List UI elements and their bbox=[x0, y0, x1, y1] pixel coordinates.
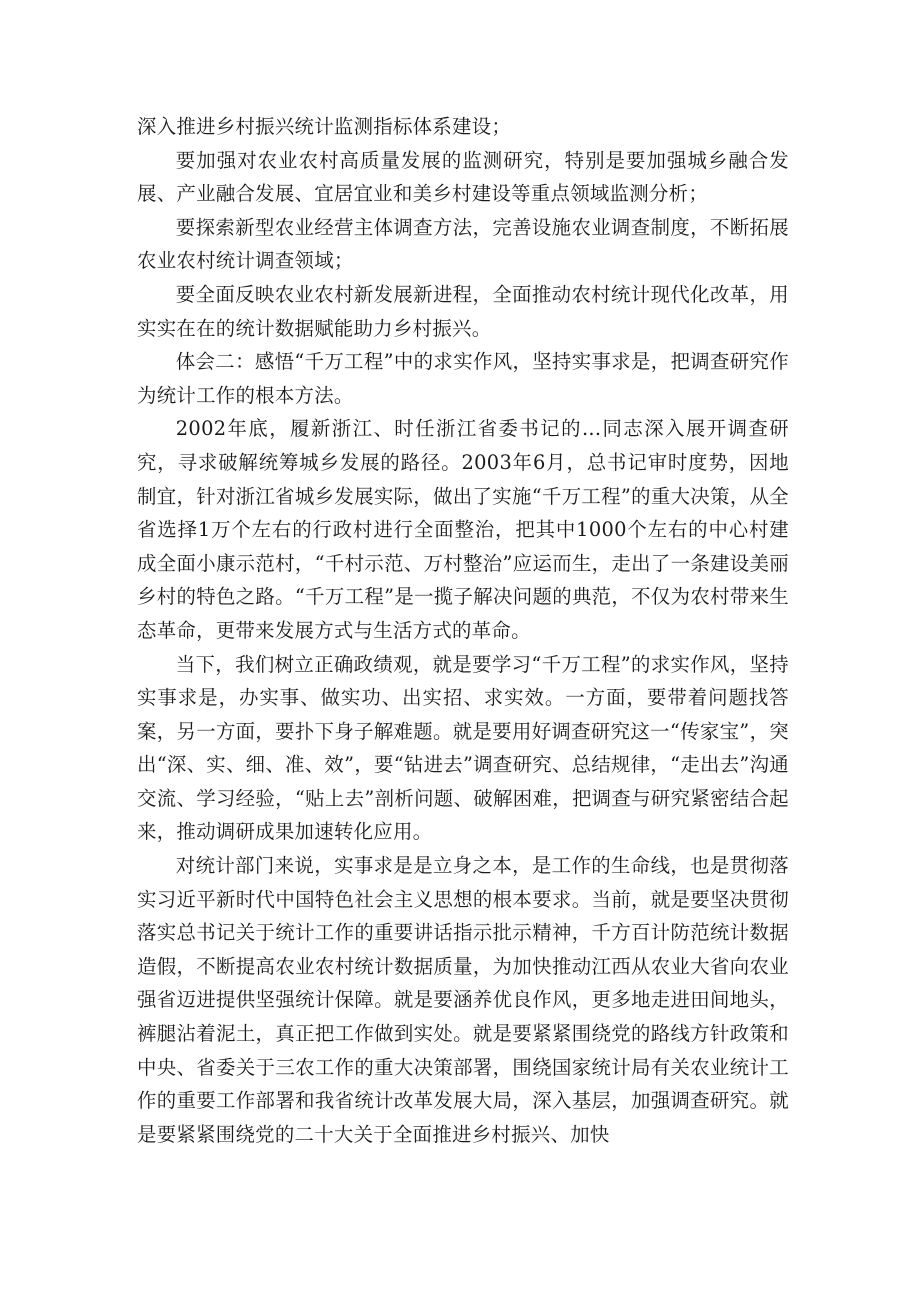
paragraph-2: 要加强对农业农村高质量发展的监测研究，特别是要加强城乡融合发展、产业融合发展、宜居宜业和美乡村建设等重点领域监测分析； bbox=[137, 148, 789, 206]
paragraph-6: 2002年底，履新浙江、时任浙江省委书记的...同志深入展开调查研究，寻求破解统筹城乡发展的路径。2003年6月，总书记审时度势，因地制宜，针对浙江省城乡发展实际，做出了实施“千万工程”的重大决策，从全省选择1万个左右的行政村进行全面整治，把其中1000个左右的中心村建成全面小康示范村，“千村示范、万村整治”应运而生，走出了一条建设美丽乡村的特色之路。“千万工程”是一揽子解决问题的典范，不仅为农村带来生态革命，更带来发展方式与生活方式的革命。 bbox=[137, 417, 789, 642]
paragraph-5-heading: 体会二：感悟“千万工程”中的求实作风，坚持实事求是，把调查研究作为统计工作的根本方法。 bbox=[137, 350, 789, 407]
paragraph-4: 要全面反映农业农村新发展新进程，全面推动农村统计现代化改革，用实实在在的统计数据赋能助力乡村振兴。 bbox=[137, 282, 789, 340]
paragraph-8: 对统计部门来说，实事求是是立身之本，是工作的生命线，也是贯彻落实习近平新时代中国特色社会主义思想的根本要求。当前，就是要坚决贯彻落实总书记关于统计工作的重要讲话指示批示精神，千方百计防范统计数据造假，不断提高农业农村统计数据质量，为加快推动江西从农业大省向农业强省迈进提供坚强统计保障。就是要涵养优良作风，更多地走进田间地头，裤腿沾着泥土，真正把工作做到实处。就是要紧紧围绕党的路线方针政策和中央、省委关于三农工作的重大决策部署，围绕国家统计局有关农业统计工作的重要工作部署和我省统计改革发展大局，深入基层，加强调查研究。就是要紧紧围绕党的二十大关于全面推进乡村振兴、加快 bbox=[137, 854, 789, 1146]
paragraph-7: 当下，我们树立正确政绩观，就是要学习“千万工程”的求实作风，坚持实事求是，办实事、做实功、出实招、求实效。一方面，要带着问题找答案，另一方面，要扑下身子解难题。就是要用好调查研究这一“传家宝”，突出“深、实、细、准、效”，要“钻进去”调查研究、总结规律，“走出去”沟通交流、学习经验，“贴上去”剖析问题、破解困难，把调查与研究紧密结合起来，推动调研成果加速转化应用。 bbox=[137, 652, 789, 844]
paragraph-1: 深入推进乡村振兴统计监测指标体系建设； bbox=[137, 115, 512, 138]
paragraph-3: 要探索新型农业经营主体调查方法，完善设施农业调查制度，不断拓展农业农村统计调查领域； bbox=[137, 215, 789, 273]
document-body bbox=[137, 110, 789, 1151]
